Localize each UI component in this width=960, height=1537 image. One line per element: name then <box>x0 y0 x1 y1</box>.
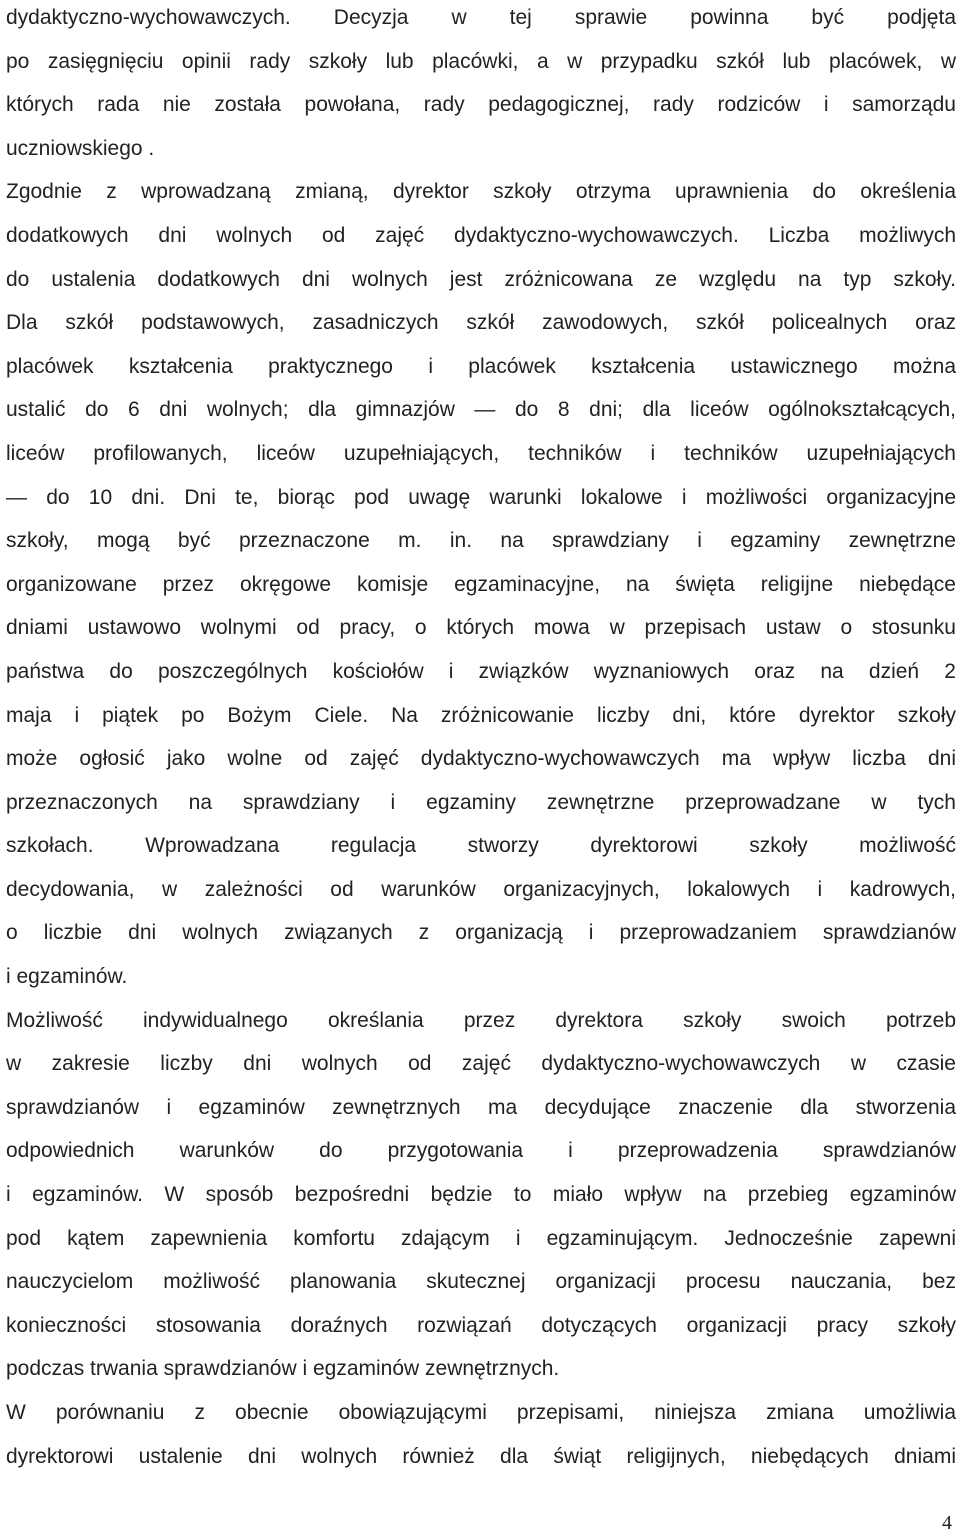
text-line: organizowane przez okręgowe komisje egzaminacyjne, na święta religijne niebędące <box>6 572 956 596</box>
text-line: podczas trwania sprawdzianów i egzaminów zewnętrznych. <box>6 1357 560 1381</box>
page-number: 4 <box>942 1512 952 1534</box>
text-line: szkoły, mogą być przeznaczone m. in. na sprawdziany i egzaminy zewnętrzne <box>6 529 956 553</box>
text-line: ustalić do 6 dni wolnych; dla gimnazjów — do 8 dni; dla liceów ogólnokształcących, <box>6 398 956 422</box>
text-line: konieczności stosowania doraźnych rozwiązań dotyczących organizacji pracy szkoły <box>6 1313 956 1337</box>
text-line: Dla szkół podstawowych, zasadniczych szkół zawodowych, szkół policealnych oraz <box>6 311 956 335</box>
text-line: odpowiednich warunków do przygotowania i przeprowadzenia sprawdzianów <box>6 1139 956 1163</box>
text-line: pod kątem zapewnienia komfortu zdającym i egzaminującym. Jednocześnie zapewni <box>6 1226 956 1250</box>
text-line: uczniowskiego . <box>6 136 155 160</box>
text-line: do ustalenia dodatkowych dni wolnych jest zróżnicowana ze względu na typ szkoły. <box>6 267 956 291</box>
text-line: maja i piątek po Bożym Ciele. Na zróżnicowanie liczby dni, które dyrektor szkoły <box>6 703 956 727</box>
body-text <box>6 0 956 1478</box>
text-line: może ogłosić jako wolne od zajęć dydaktyczno-wychowawczych ma wpływ liczba dni <box>6 747 956 771</box>
text-line: dydaktyczno-wychowawczych. Decyzja w tej sprawie powinna być podjęta <box>6 6 956 29</box>
text-line: placówek kształcenia praktycznego i placówek kształcenia ustawicznego można <box>6 354 956 378</box>
text-line: decydowania, w zależności od warunków organizacyjnych, lokalowych i kadrowych, <box>6 877 956 901</box>
text-line: nauczycielom możliwość planowania skutecznej organizacji procesu nauczania, bez <box>6 1270 956 1294</box>
text-line: Zgodnie z wprowadzaną zmianą, dyrektor szkoły otrzyma uprawnienia do określenia <box>6 180 956 204</box>
text-line: — do 10 dni. Dni te, biorąc pod uwagę warunki lokalowe i możliwości organizacyjne <box>6 485 956 509</box>
text-line: przeznaczonych na sprawdziany i egzaminy zewnętrzne przeprowadzane w tych <box>6 790 956 814</box>
text-line: W porównaniu z obecnie obowiązującymi przepisami, niniejsza zmiana umożliwia <box>6 1401 956 1424</box>
text-line: o liczbie dni wolnych związanych z organizacją i przeprowadzaniem sprawdzianów <box>6 921 956 945</box>
text-line: po zasięgnięciu opinii rady szkoły lub placówki, a w przypadku szkół lub placówek, w <box>6 49 956 73</box>
text-line: dyrektorowi ustalenie dni wolnych również dla świąt religijnych, niebędących dniami <box>6 1444 956 1468</box>
text-line: i egzaminów. W sposób bezpośredni będzie to miało wpływ na przebieg egzaminów <box>6 1183 956 1207</box>
text-line: których rada nie została powołana, rady pedagogicznej, rady rodziców i samorządu <box>6 93 956 117</box>
text-line: w zakresie liczby dni wolnych od zajęć dydaktyczno-wychowawczych w czasie <box>6 1052 956 1076</box>
text-line: sprawdzianów i egzaminów zewnętrznych ma decydujące znaczenie dla stworzenia <box>6 1095 956 1119</box>
text-line: dniami ustawowo wolnymi od pracy, o których mowa w przepisach ustaw o stosunku <box>6 616 956 640</box>
text-line: i egzaminów. <box>6 965 128 989</box>
text-line: szkołach. Wprowadzana regulacja stworzy dyrektorowi szkoły możliwość <box>6 834 956 858</box>
text-line: liceów profilowanych, liceów uzupełniających, techników i techników uzupełniających <box>6 441 956 465</box>
text-line: dodatkowych dni wolnych od zajęć dydaktyczno-wychowawczych. Liczba możliwych <box>6 223 956 247</box>
text-line: państwa do poszczególnych kościołów i związków wyznaniowych oraz na dzień 2 <box>6 659 956 683</box>
text-line: Możliwość indywidualnego określania przez dyrektora szkoły swoich potrzeb <box>6 1008 956 1032</box>
